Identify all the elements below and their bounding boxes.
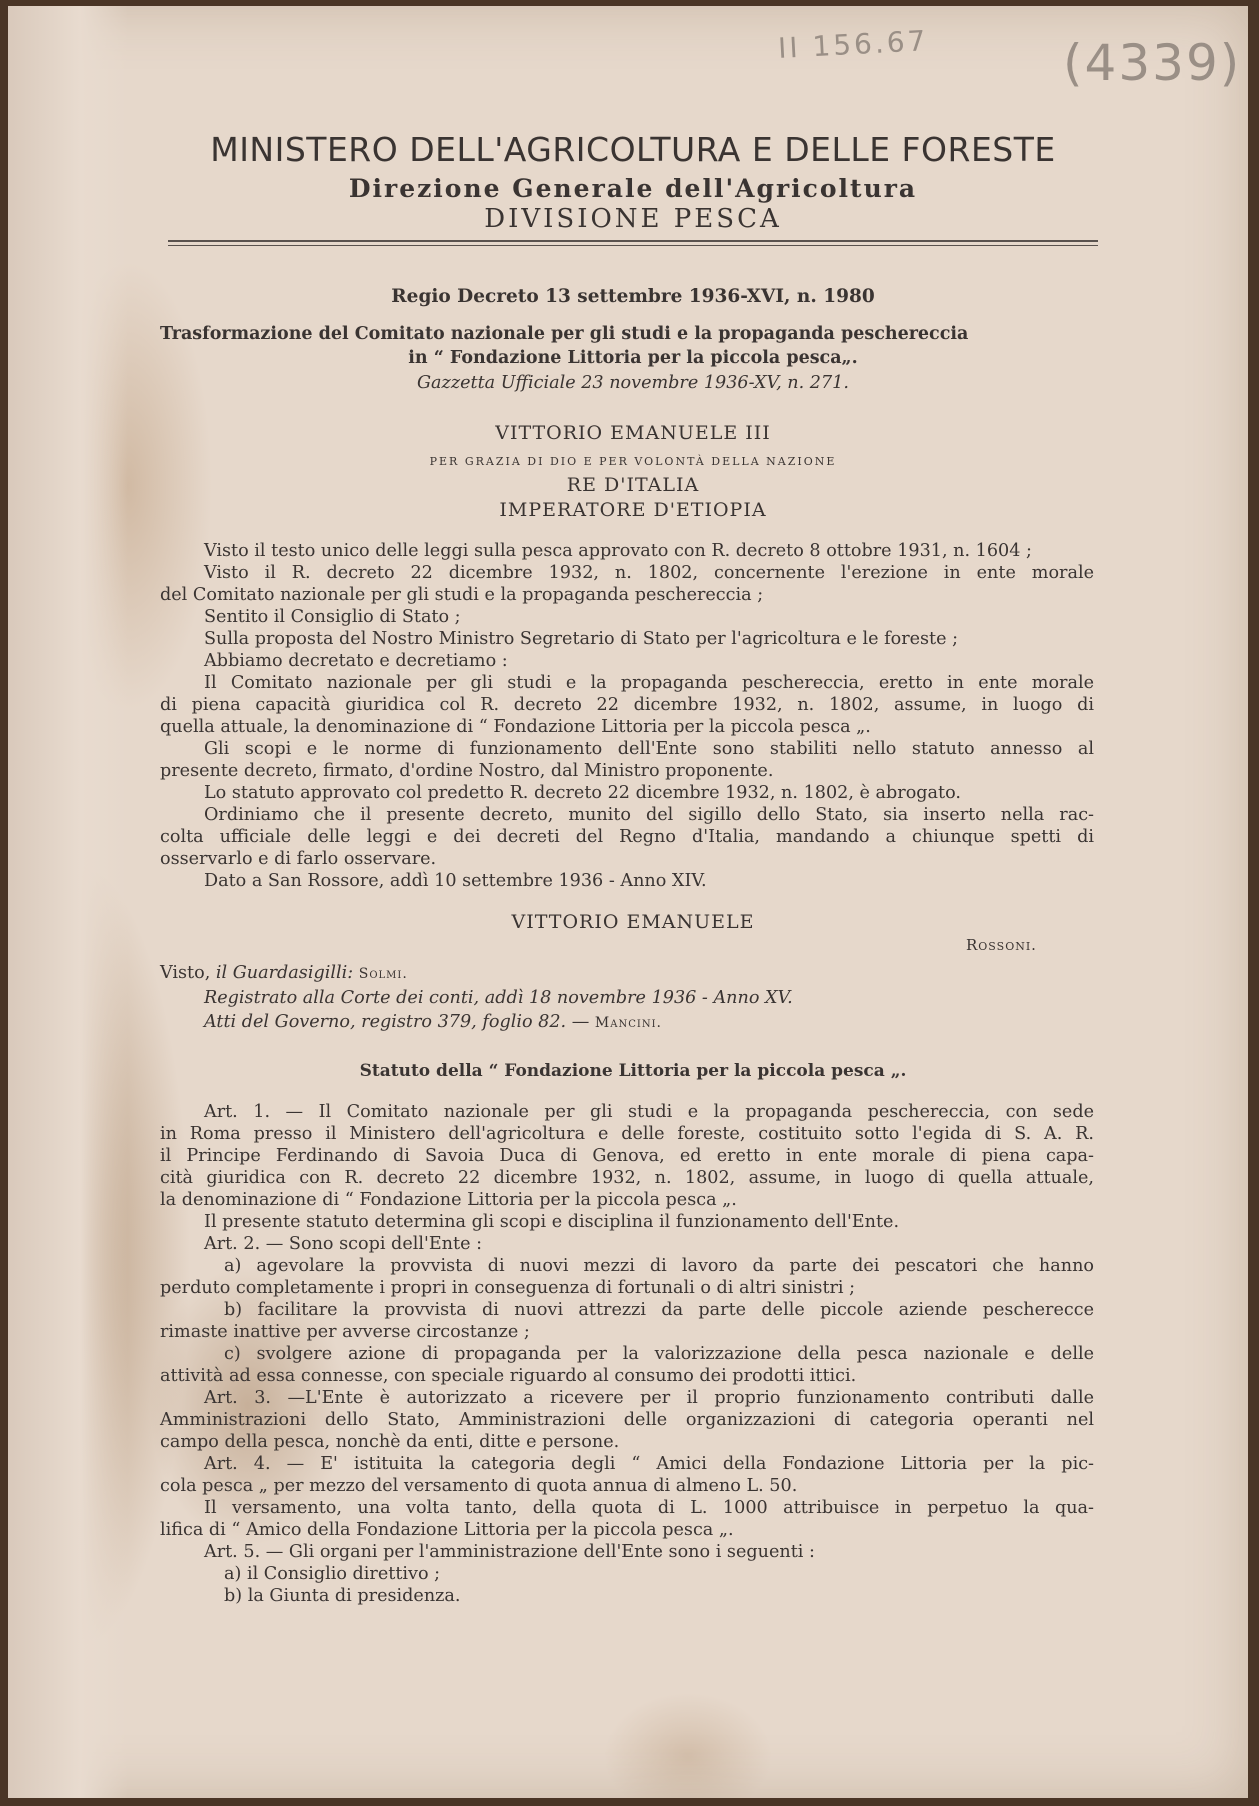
body-line: Sulla proposta del Nostro Ministro Segretario di Stato per l'agricoltura e le foreste ; bbox=[204, 629, 959, 649]
guardasigilli-label: il Guardasigilli: bbox=[215, 963, 354, 983]
statuto-line: cità giuridica con R. decreto 22 dicembre 1932, n. 1802, assume, in luogo di quella attuale, bbox=[160, 1168, 1094, 1188]
atti-text: Atti del Governo, registro 379, foglio 82. — bbox=[204, 1012, 590, 1032]
body-line: Lo statuto approvato col predetto R. decreto 22 dicembre 1932, n. 1802, è abrogato. bbox=[204, 783, 961, 803]
header-rule-top bbox=[168, 240, 1098, 242]
body-line: Ordiniamo che il presente decreto, munito del sigillo dello Stato, sia inserto nella rac- bbox=[204, 805, 1094, 825]
body-line: colta ufficiale delle leggi e dei decreti del Regno d'Italia, mandando a chiunque spetti di bbox=[160, 827, 1094, 847]
sovereign-imperatore: IMPERATORE D'ETIOPIA bbox=[499, 499, 767, 521]
statuto-line: a) agevolare la provvista di nuovi mezzi di lavoro da parte dei pescatori che hanno bbox=[224, 1256, 1094, 1276]
statuto-line: b) facilitare la provvista di nuovi attrezzi da parte delle piccole aziende pescherecce bbox=[224, 1300, 1094, 1320]
minister-signature: Rossoni. bbox=[966, 936, 1037, 954]
body-line: Visto il testo unico delle leggi sulla pesca approvato con R. decreto 8 ottobre 1931, n. 1604 ; bbox=[204, 541, 1032, 561]
statuto-line: b) la Giunta di presidenza. bbox=[224, 1586, 461, 1606]
body-line: Gli scopi e le norme di funzionamento dell'Ente sono stabiliti nello statuto annesso al bbox=[204, 739, 1094, 759]
atti-line bbox=[204, 1012, 662, 1035]
statuto-line: Art. 4. — E' istituita la categoria degli “ Amici della Fondazione Littoria per la pic- bbox=[204, 1454, 1094, 1474]
statuto-line: Art. 1. — Il Comitato nazionale per gli studi e la propaganda peschereccia, con sede bbox=[204, 1102, 1094, 1122]
ministry-heading: MINISTERO DELL'AGRICOLTURA E DELLE FORESTE bbox=[210, 130, 1056, 169]
pencil-annotation-right: (4339) bbox=[1063, 34, 1242, 92]
statuto-line: Amministrazioni dello Stato, Amministrazioni delle organizzazioni di categoria operanti nel bbox=[160, 1410, 1094, 1430]
body-line: di piena capacità giuridica col R. decreto 22 dicembre 1932, n. 1802, assume, in luogo di bbox=[160, 695, 1094, 715]
body-line: Dato a San Rossore, addì 10 settembre 1936 - Anno XIV. bbox=[204, 871, 707, 891]
statuto-line: attività ad essa connesse, con speciale riguardo al consumo dei prodotti ittici. bbox=[160, 1366, 857, 1386]
body-line: quella attuale, la denominazione di “ Fondazione Littoria per la piccola pesca „. bbox=[160, 717, 871, 737]
statuto-line: Art. 5. — Gli organi per l'amministrazione dell'Ente sono i seguenti : bbox=[204, 1542, 815, 1562]
document-page bbox=[8, 6, 1248, 1798]
decree-title: Regio Decreto 13 settembre 1936-XVI, n. 1980 bbox=[391, 286, 875, 307]
body-line: osservarlo e di farlo osservare. bbox=[160, 849, 437, 869]
decree-subtitle-line-2: in “ Fondazione Littoria per la piccola pesca„. bbox=[408, 348, 858, 368]
gazzetta-text: Gazzetta Ufficiale 23 novembre 1936-XV, n. 271. bbox=[417, 373, 849, 393]
statuto-line: perduto completamente i propri in conseguenza di fortunali o di altri sinistri ; bbox=[160, 1278, 856, 1298]
gazzetta-reference bbox=[158, 373, 1108, 395]
statuto-line: a) il Consiglio direttivo ; bbox=[224, 1564, 441, 1584]
statuto-line: il Principe Ferdinando di Savoia Duca di Genova, ed eretto in ente morale di piena capa- bbox=[160, 1146, 1094, 1166]
statuto-line: Art. 2. — Sono scopi dell'Ente : bbox=[204, 1234, 482, 1254]
header-rule-bottom bbox=[168, 245, 1098, 246]
visto-line bbox=[160, 963, 408, 986]
body-line: Sentito il Consiglio di Stato ; bbox=[204, 607, 461, 627]
visto-prefix: Visto, bbox=[160, 963, 211, 983]
sovereign-name: VITTORIO EMANUELE III bbox=[495, 422, 771, 444]
body-line: Visto il R. decreto 22 dicembre 1932, n. 1802, concernente l'erezione in ente morale bbox=[204, 563, 1094, 583]
statuto-line: c) svolgere azione di propaganda per la valorizzazione della pesca nazionale e delle bbox=[224, 1344, 1094, 1364]
body-line: Il Comitato nazionale per gli studi e la propaganda peschereccia, eretto in ente morale bbox=[204, 673, 1094, 693]
divisione-heading: DIVISIONE PESCA bbox=[484, 204, 782, 234]
direzione-heading: Direzione Generale dell'Agricoltura bbox=[348, 174, 918, 203]
statuto-line: rimaste inattive per avverse circostanze ; bbox=[160, 1322, 530, 1342]
body-line: del Comitato nazionale per gli studi e la propaganda peschereccia ; bbox=[160, 585, 764, 605]
statuto-line: Art. 3. —L'Ente è autorizzato a ricevere per il proprio funzionamento contributi dalle bbox=[204, 1388, 1094, 1408]
statuto-line: Il versamento, una volta tanto, della quota di L. 1000 attribuisce in perpetuo la qua- bbox=[204, 1498, 1094, 1518]
statuto-line: cola pesca „ per mezzo del versamento di quota annua di almeno L. 50. bbox=[160, 1476, 798, 1496]
torn-edge bbox=[8, 6, 128, 1798]
statuto-line: Il presente statuto determina gli scopi e disciplina il funzionamento dell'Ente. bbox=[204, 1212, 900, 1232]
sovereign-grace: PER GRAZIA DI DIO E PER VOLONTÀ DELLA NAZIONE bbox=[429, 455, 837, 468]
registrato-line: Registrato alla Corte dei conti, addì 18 novembre 1936 - Anno XV. bbox=[204, 988, 793, 1008]
statuto-line: la denominazione di “ Fondazione Littoria per la piccola pesca „. bbox=[160, 1190, 737, 1210]
king-signature: VITTORIO EMANUELE bbox=[511, 911, 755, 933]
body-line: presente decreto, firmato, d'ordine Nostro, dal Ministro proponente. bbox=[160, 761, 774, 781]
statuto-title: Statuto della “ Fondazione Littoria per la piccola pesca „. bbox=[359, 1061, 907, 1081]
body-line: Abbiamo decretato e decretiamo : bbox=[204, 651, 508, 671]
sovereign-re: RE D'ITALIA bbox=[566, 474, 700, 496]
decree-subtitle-line-1: Trasformazione del Comitato nazionale per gli studi e la propaganda peschereccia bbox=[160, 324, 969, 344]
guardasigilli-name: Solmi. bbox=[358, 966, 408, 982]
pencil-annotation-left: II 156.67 bbox=[777, 24, 930, 65]
statuto-line: campo della pesca, nonchè da enti, ditte e persone. bbox=[160, 1432, 620, 1452]
atti-name: Mancini. bbox=[594, 1015, 662, 1031]
statuto-line: lifica di “ Amico della Fondazione Littoria per la piccola pesca „. bbox=[160, 1520, 734, 1540]
statuto-line: in Roma presso il Ministero dell'agricoltura e delle foreste, costituito sotto l'egida di S. A. R. bbox=[160, 1124, 1094, 1144]
